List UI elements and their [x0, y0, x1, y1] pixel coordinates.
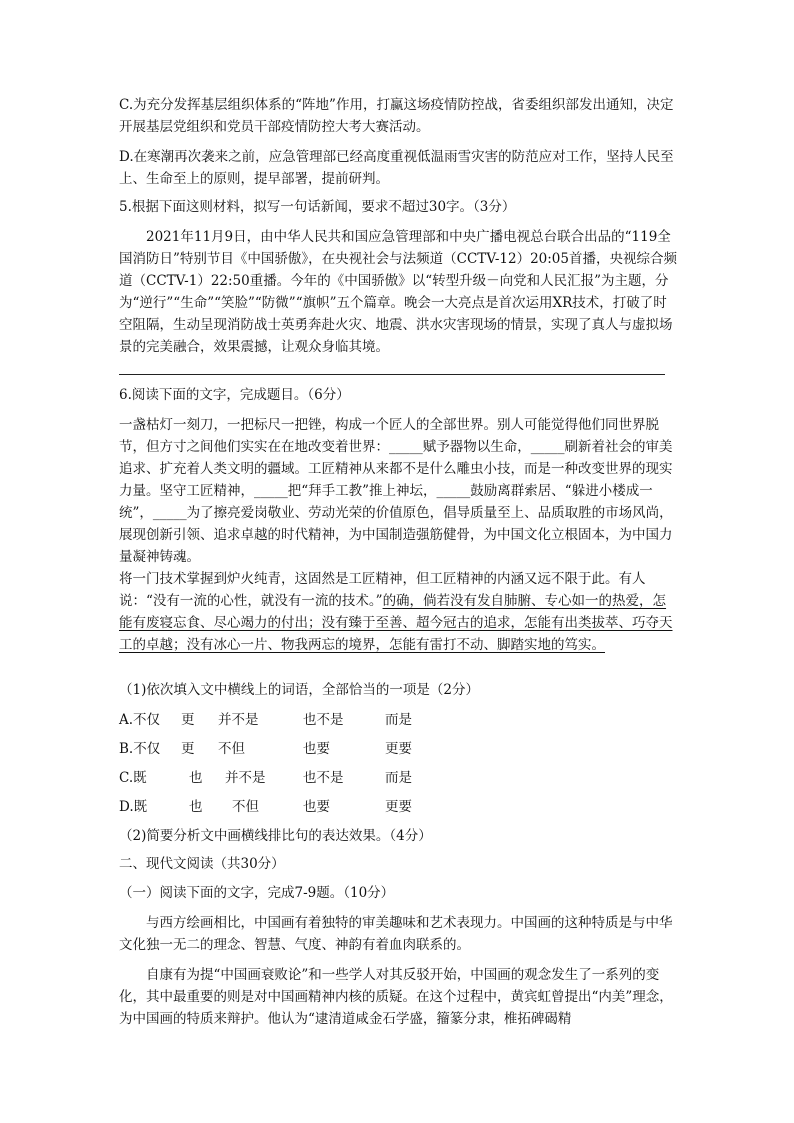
answer-line[interactable]	[119, 374, 665, 375]
q5-material: 2021年11月9日，由中华人民共和国应急管理部和中央广播电视总台联合出品的“119全国消防日”特别节目《中国骄傲》，在央视社会与法频道（CCTV-12）20:05首播，央视综合频道（CCTV-1）22:50重播。今年的《中国骄傲》以“转型升级－向党和人民汇报”为主题，分为“逆行”“生命”“笑脸”“防微”“旗帜”五个篇章。晚会一大亮点是首次运用XR技术，打破了时空阻隔，生动呈现消防战士英勇奔赴火灾、地震、洪水灾害现场的情景，实现了真人与虚拟场景的完美融合，效果震撼，让观众身临其境。	[119, 229, 677, 355]
option-word-4: 也要	[303, 741, 330, 757]
option-word-3: 不但	[232, 799, 259, 815]
option-word-2: 更	[181, 712, 195, 728]
q6-para2-plain: 将一门技术掌握到炉火纯青，这固然是工匠精神，但工匠精神的内涵又远不限于此。有人说：“没有一流的心性，就没有一流的技术。”	[119, 571, 646, 609]
option-label: C.既	[119, 770, 147, 786]
option-word-5: 更要	[385, 741, 412, 757]
option-word-3: 并不是	[225, 770, 266, 786]
q4-option-c: C.为充分发挥基层组织体系的“阵地”作用，打赢这场疫情防控战，省委组织部发出通知，决定开展基层党组织和党员干部疫情防控大考大赛活动。	[119, 97, 674, 135]
option-word-2: 也	[189, 770, 203, 786]
option-label: D.既	[119, 799, 148, 815]
option-word-3: 并不是	[218, 712, 259, 728]
option-word-5: 更要	[385, 799, 412, 815]
option-word-5: 而是	[385, 770, 412, 786]
q6-stem: 6.阅读下面的文字，完成题目。（6分）	[119, 387, 350, 403]
reading-para2: 自康有为提“中国画衰败论”和一些学人对其反驳开始，中国画的观念发生了一系列的变化，其中最重要的则是对中国画精神内核的质疑。在这个过程中，黄宾虹曾提出“内美”理念，为中国画的特质来辩护。他认为“逮清道咸金石学盛，籀篆分隶，椎拓碑碣精	[119, 967, 673, 1027]
option-word-4: 也不是	[303, 712, 344, 728]
option-word-3: 不但	[218, 741, 245, 757]
section-title: 二、现代文阅读（共30分）	[119, 856, 285, 872]
option-word-4: 也要	[303, 799, 330, 815]
option-word-2: 也	[189, 799, 203, 815]
q5-stem: 5.根据下面这则材料，拟写一句话新闻，要求不超过30字。（3分）	[119, 199, 516, 215]
option-word-2: 更	[181, 741, 195, 757]
option-word-4: 也不是	[303, 770, 344, 786]
option-label: A.不仅	[119, 712, 161, 728]
q6-passage-para1: 一盏枯灯一刻刀，一把标尺一把锉，构成一个匠人的全部世界。别人可能觉得他们同世界脱节，但方寸之间他们实实在在地改变着世界：_____赋予器物以生命，_____刷新着社会的审美追求、扩充着人类文明的疆域。工匠精神从来都不是什么雕虫小技，而是一种改变世界的现实力量。坚守工匠精神，_____把“拜手工教”推上神坛，_____鼓励离群索居、“躲进小楼成一统”，_____为了擦亮爱岗敬业、劳动光荣的价值原色，倡导质量至上、品质取胜的市场风尚，展现创新引领、追求卓越的时代精神，为中国制造强筋健骨，为中国文化立根固本，为中国力量凝神铸魂。	[119, 417, 673, 565]
q6-sub2: （2)简要分析文中画横线排比句的表达效果。（4分）	[119, 828, 432, 844]
reading-para1: 与西方绘画相比，中国画有着独特的审美趣味和艺术表现力。中国画的这种特质是与中华文化独一无二的理念、智慧、气度、神韵有着血肉联系的。	[119, 915, 673, 953]
option-label: B.不仅	[119, 741, 161, 757]
section-subtitle: （一）阅读下面的文字，完成7-9题。（10分）	[119, 885, 395, 901]
q6-passage-para2	[119, 568, 679, 656]
q4-option-d: D.在寒潮再次袭来之前，应急管理部已经高度重视低温雨雪灾害的防范应对工作，坚持人民至上、生命至上的原则，提早部署，提前研判。	[119, 149, 674, 187]
option-word-5: 而是	[385, 712, 412, 728]
q6-sub1: （1)依次填入文中横线上的词语，全部恰当的一项是（2分）	[119, 682, 479, 698]
q6-underlined-parallelism: 的确，倘若没有发自肺腑、专心如一的热爱，怎能有废寝忘食、尽心竭力的付出；没有臻于至善、超今冠古的追求，怎能有出类拔萃、巧夺天工的卓越；没有冰心一片、物我两忘的境界，怎能有雷打不动、脚踏实地的笃实。	[119, 593, 673, 653]
